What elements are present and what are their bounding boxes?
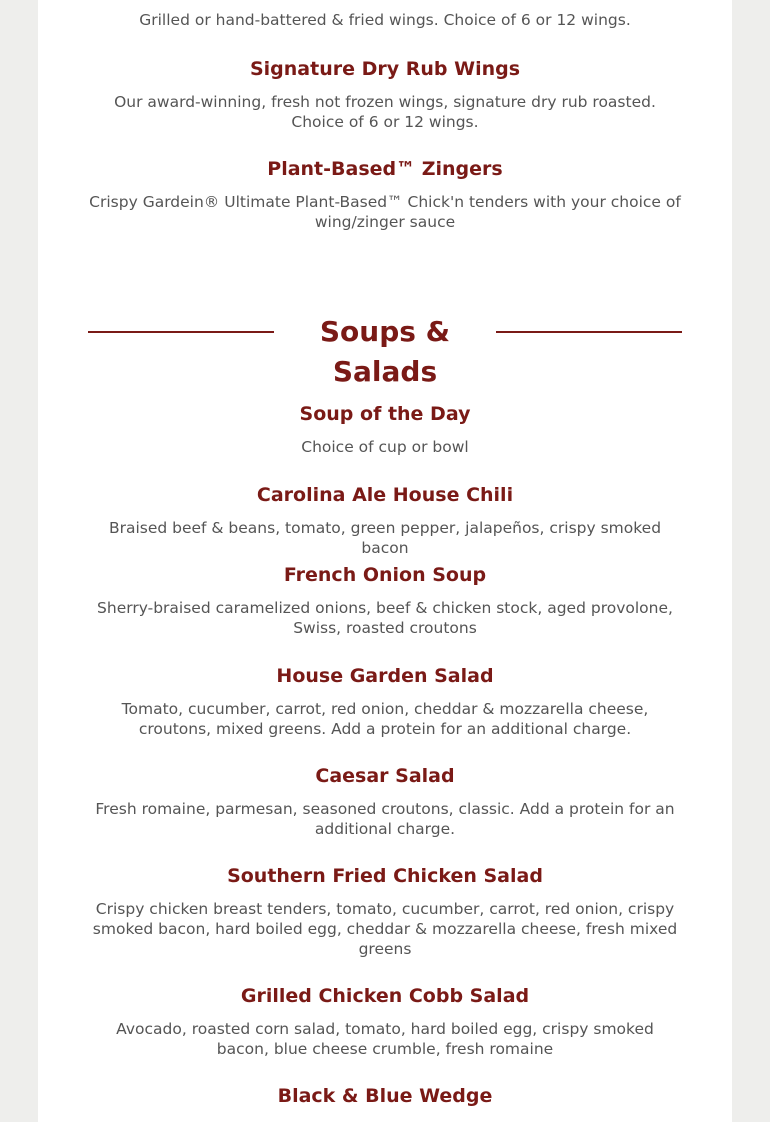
menu-item-title: Black & Blue Wedge (277, 1085, 493, 1107)
menu-item-title: Carolina Ale House Chili (256, 484, 514, 506)
section-divider-right (496, 331, 682, 333)
menu-item-description: Tomato, cucumber, carrot, red onion, cheddar & mozzarella cheese, croutons, mixed greens. Add a protein for an additional charge. (121, 700, 649, 738)
menu-item-title: Southern Fried Chicken Salad (227, 865, 543, 887)
section-title: Soups & Salads (319, 315, 451, 388)
menu-item-description: Crispy Gardein® Ultimate Plant-Based™ Chick'n tenders with your choice of wing/zinger sauce (89, 193, 681, 231)
menu-item-description: Fresh romaine, parmesan, seasoned croutons, classic. Add a protein for an additional charge. (95, 800, 675, 838)
menu-item-title: House Garden Salad (276, 665, 494, 687)
section-header (88, 312, 682, 388)
wings-description: Grilled or hand-battered & fried wings. Choice of 6 or 12 wings. (139, 11, 631, 29)
menu-item-title: Grilled Chicken Cobb Salad (240, 985, 530, 1007)
menu-item-description: Sherry-braised caramelized onions, beef & chicken stock, aged provolone, Swiss, roasted croutons (97, 599, 673, 637)
menu-item-description: Crispy chicken breast tenders, tomato, cucumber, carrot, red onion, crispy smoked bacon, hard boiled egg, cheddar & mozzarella cheese, fresh mixed greens (92, 900, 678, 958)
menu-item-title: Caesar Salad (315, 765, 455, 787)
section-divider-left (88, 331, 274, 333)
menu-item-title: Signature Dry Rub Wings (249, 58, 521, 80)
menu-item-description: Our award-winning, fresh not frozen wings, signature dry rub roasted. Choice of 6 or 12 wings. (114, 93, 656, 131)
menu-item-title: French Onion Soup (283, 564, 487, 586)
menu-item-description: Braised beef & beans, tomato, green pepper, jalapeños, crispy smoked bacon (108, 519, 662, 557)
menu-item-title: Plant-Based™ Zingers (267, 158, 503, 180)
menu-item-title: Soup of the Day (299, 403, 471, 425)
menu-page (38, 0, 732, 1122)
menu-item-description: Choice of cup or bowl (301, 438, 469, 456)
menu-item-description: Avocado, roasted corn salad, tomato, hard boiled egg, crispy smoked bacon, blue cheese crumble, fresh romaine (116, 1020, 654, 1058)
